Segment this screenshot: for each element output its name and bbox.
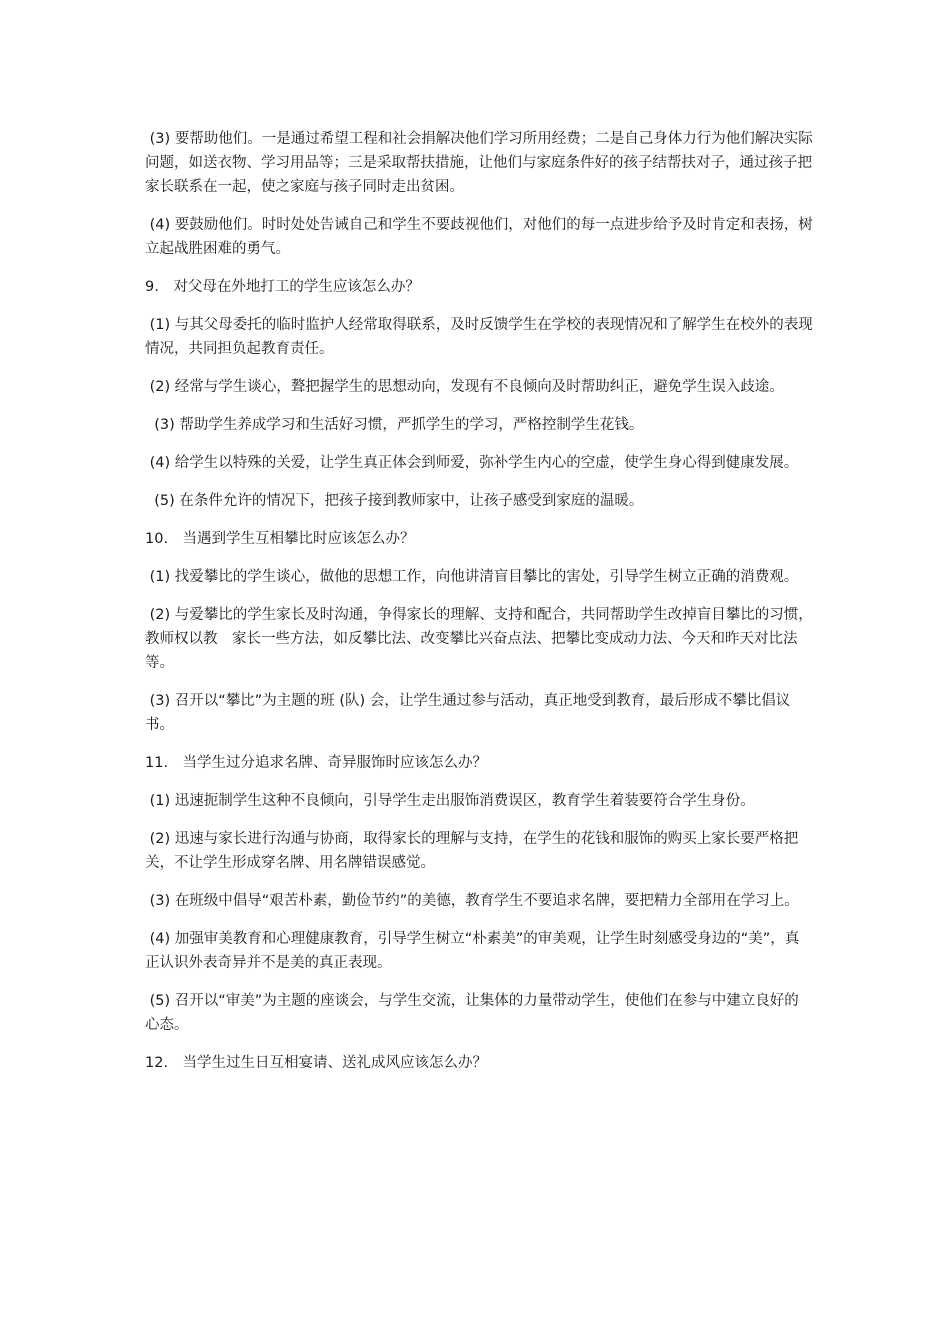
question-heading-9: 9. 对父母在外地打工的学生应该怎么办？ [145,279,420,295]
paragraph-11-3: (3) 在班级中倡导“艰苦朴素，勤俭节约”的美德，教育学生不要追求名牌，要把精力全部用在学习上。 [145,893,799,909]
paragraph-encourage-them: (4) 要鼓励他们。时时处处告诫自己和学生不要歧视他们，对他们的每一点进步给予及时肯定和表扬，树立起战胜困难的勇气。 [145,217,813,257]
paragraph-9-4: (4) 给学生以特殊的关爱，让学生真正体会到师爱，弥补学生内心的空虚，使学生身心得到健康发展。 [145,455,799,471]
paragraph-9-3: (3) 帮助学生养成学习和生活好习惯，严抓学生的学习，严格控制学生花钱。 [145,417,644,433]
document-page [145,127,813,1089]
paragraph-help-them: (3) 要帮助他们。一是通过希望工程和社会捐解决他们学习所用经费；二是自己身体力行为他们解决实际问题，如送衣物、学习用品等；三是采取帮扶措施，让他们与家庭条件好的孩子结帮扶对子，通过孩子把家长联系在一起，使之家庭与孩子同时走出贫困。 [145,131,813,195]
paragraph-9-5: (5) 在条件允许的情况下，把孩子接到教师家中，让孩子感受到家庭的温暖。 [145,493,644,509]
paragraph-10-3: (3) 召开以“攀比”为主题的班 (队) 会，让学生通过参与活动，真正地受到教育，最后形成不攀比倡议书。 [145,693,791,733]
paragraph-11-2: (2) 迅速与家长进行沟通与协商，取得家长的理解与支持，在学生的花钱和服饰的购买上家长要严格把关，不让学生形成穿名牌、用名牌错误感觉。 [145,831,799,871]
question-heading-10: 10. 当遇到学生互相攀比时应该怎么办？ [145,531,415,547]
paragraph-9-1: (1) 与其父母委托的临时监护人经常取得联系，及时反馈学生在学校的表现情况和了解学生在校外的表现情况，共同担负起教育责任。 [145,317,813,357]
paragraph-11-4: (4) 加强审美教育和心理健康教育，引导学生树立“朴素美”的审美观，让学生时刻感受身边的“美”，真正认识外表奇异并不是美的真正表现。 [145,931,800,971]
paragraph-9-2: (2) 经常与学生谈心，聱把握学生的思想动向，发现有不良倾向及时帮助纠正，避免学生误入歧途。 [145,379,784,395]
paragraph-11-1: (1) 迅速扼制学生这种不良倾向，引导学生走出服饰消费误区，教育学生着装要符合学生身份。 [145,793,755,809]
paragraph-10-1: (1) 找爱攀比的学生谈心，做他的思想工作，向他讲清盲目攀比的害处，引导学生树立正确的消费观。 [145,569,799,585]
question-heading-12: 12. 当学生过生日互相宴请、送礼成风应该怎么办？ [145,1055,488,1071]
paragraph-10-2: (2) 与爱攀比的学生家长及时沟通，争得家长的理解、支持和配合，共同帮助学生改掉盲目攀比的习惯，教师权以教 家长一些方法，如反攀比法、改变攀比兴奋点法、把攀比变成动力法、今天和昨天对比法等。 [145,607,813,671]
paragraph-11-5: (5) 召开以“审美”为主题的座谈会，与学生交流，让集体的力量带动学生，使他们在参与中建立良好的心态。 [145,993,799,1033]
question-heading-11: 11. 当学生过分追求名牌、奇异服饰时应该怎么办？ [145,755,488,771]
